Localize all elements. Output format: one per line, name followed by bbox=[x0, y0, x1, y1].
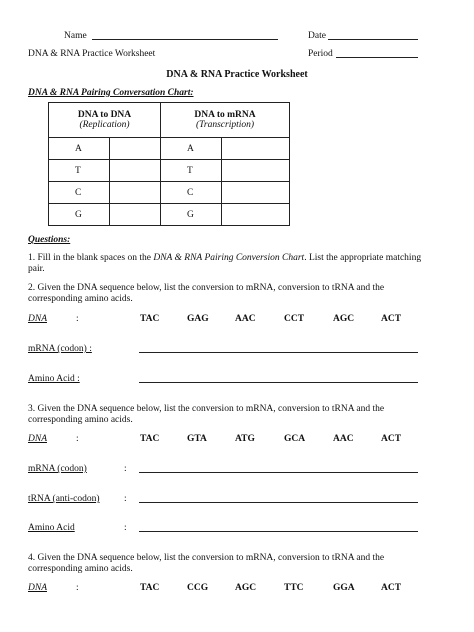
date-label: Date bbox=[308, 31, 326, 41]
col1-title: DNA to DNA bbox=[77, 110, 132, 120]
q3-mrna-colon: : bbox=[124, 464, 127, 474]
q3-amino-answer-line[interactable] bbox=[139, 531, 418, 532]
q3-codon: ACT bbox=[381, 434, 402, 444]
q3-mrna-label: mRNA (codon) bbox=[28, 464, 87, 474]
question-1 bbox=[28, 253, 438, 275]
q3-codon: TAC bbox=[140, 434, 160, 444]
col2-sub: (Transcription) bbox=[195, 120, 255, 130]
chart-heading: DNA & RNA Pairing Conversation Chart: bbox=[28, 88, 194, 98]
q4-dna-label: DNA bbox=[28, 583, 47, 593]
q1-chart-name: DNA & RNA Pairing Conversion Chart bbox=[153, 253, 305, 263]
q3-codon: ATG bbox=[235, 434, 255, 444]
q4-codon: ACT bbox=[381, 583, 402, 593]
q2-amino-label: Amino Acid : bbox=[28, 374, 80, 384]
q3-trna-answer-line[interactable] bbox=[139, 502, 418, 503]
worksheet-label: DNA & RNA Practice Worksheet bbox=[28, 49, 156, 59]
transcription-blank[interactable] bbox=[222, 182, 290, 204]
table-row bbox=[49, 182, 290, 204]
q3-codon: GCA bbox=[284, 434, 306, 444]
table-row bbox=[49, 204, 290, 226]
q2-codon: AGC bbox=[333, 314, 355, 324]
q1-text: 1. Fill in the blank spaces on the bbox=[28, 253, 154, 263]
dna-base: A bbox=[161, 138, 222, 160]
dna-base: G bbox=[161, 204, 222, 226]
col1-sub: (Replication) bbox=[79, 120, 130, 130]
question-2: 2. Given the DNA sequence below, list the conversion to mRNA, conversion to tRNA and the corresponding amino acids. bbox=[28, 283, 385, 304]
replication-blank[interactable] bbox=[110, 204, 161, 226]
name-field[interactable] bbox=[92, 39, 278, 40]
col-transcription-header bbox=[161, 103, 290, 138]
q2-codon: ACT bbox=[381, 314, 402, 324]
dna-base: G bbox=[49, 204, 110, 226]
question-4: 4. Given the DNA sequence below, list the conversion to mRNA, conversion to tRNA and the corresponding amino acids. bbox=[28, 553, 385, 574]
name-label: Name bbox=[64, 31, 87, 41]
questions-heading: Questions: bbox=[28, 235, 71, 245]
q2-dna-label: DNA bbox=[28, 314, 47, 324]
transcription-blank[interactable] bbox=[222, 160, 290, 182]
dna-base: T bbox=[161, 160, 222, 182]
date-field[interactable] bbox=[328, 39, 418, 40]
q3-mrna-answer-line[interactable] bbox=[139, 472, 418, 473]
q3-codon: AAC bbox=[333, 434, 354, 444]
table-row bbox=[49, 138, 290, 160]
q3-codon: GTA bbox=[187, 434, 207, 444]
q3-amino-label: Amino Acid bbox=[28, 523, 75, 533]
dna-base: T bbox=[49, 160, 110, 182]
q2-mrna-answer-line[interactable] bbox=[139, 352, 418, 353]
dna-base: C bbox=[49, 182, 110, 204]
page-title: DNA & RNA Practice Worksheet bbox=[166, 69, 308, 80]
transcription-blank[interactable] bbox=[222, 138, 290, 160]
q2-dna-colon: : bbox=[76, 314, 79, 324]
q2-mrna-label: mRNA (codon) : bbox=[28, 344, 92, 354]
q2-codon: CCT bbox=[284, 314, 305, 324]
q2-amino-answer-line[interactable] bbox=[139, 382, 418, 383]
q4-codon: GGA bbox=[333, 583, 355, 593]
col-replication-header bbox=[49, 103, 161, 138]
period-field[interactable] bbox=[336, 57, 418, 58]
q4-dna-colon: : bbox=[76, 583, 79, 593]
q4-codon: CCG bbox=[187, 583, 209, 593]
replication-blank[interactable] bbox=[110, 160, 161, 182]
pairing-chart bbox=[48, 102, 290, 226]
q2-codon: GAG bbox=[187, 314, 209, 324]
replication-blank[interactable] bbox=[110, 182, 161, 204]
replication-blank[interactable] bbox=[110, 138, 161, 160]
q3-trna-label: tRNA (anti-codon) bbox=[28, 494, 100, 504]
q3-dna-label: DNA bbox=[28, 434, 47, 444]
q4-codon: TTC bbox=[284, 583, 304, 593]
question-3: 3. Given the DNA sequence below, list the conversion to mRNA, conversion to tRNA and the corresponding amino acids. bbox=[28, 404, 385, 425]
dna-base: A bbox=[49, 138, 110, 160]
q1-text-end: . List the appropriate matching pair. bbox=[28, 253, 422, 274]
q3-dna-colon: : bbox=[76, 434, 79, 444]
q2-codon: TAC bbox=[140, 314, 160, 324]
transcription-blank[interactable] bbox=[222, 204, 290, 226]
period-label: Period bbox=[308, 49, 333, 59]
q3-trna-colon: : bbox=[124, 494, 127, 504]
q4-codon: TAC bbox=[140, 583, 160, 593]
dna-base: C bbox=[161, 182, 222, 204]
col2-title: DNA to mRNA bbox=[194, 110, 256, 120]
table-row bbox=[49, 160, 290, 182]
q3-amino-colon: : bbox=[124, 523, 127, 533]
q4-codon: AGC bbox=[235, 583, 257, 593]
q2-codon: AAC bbox=[235, 314, 256, 324]
